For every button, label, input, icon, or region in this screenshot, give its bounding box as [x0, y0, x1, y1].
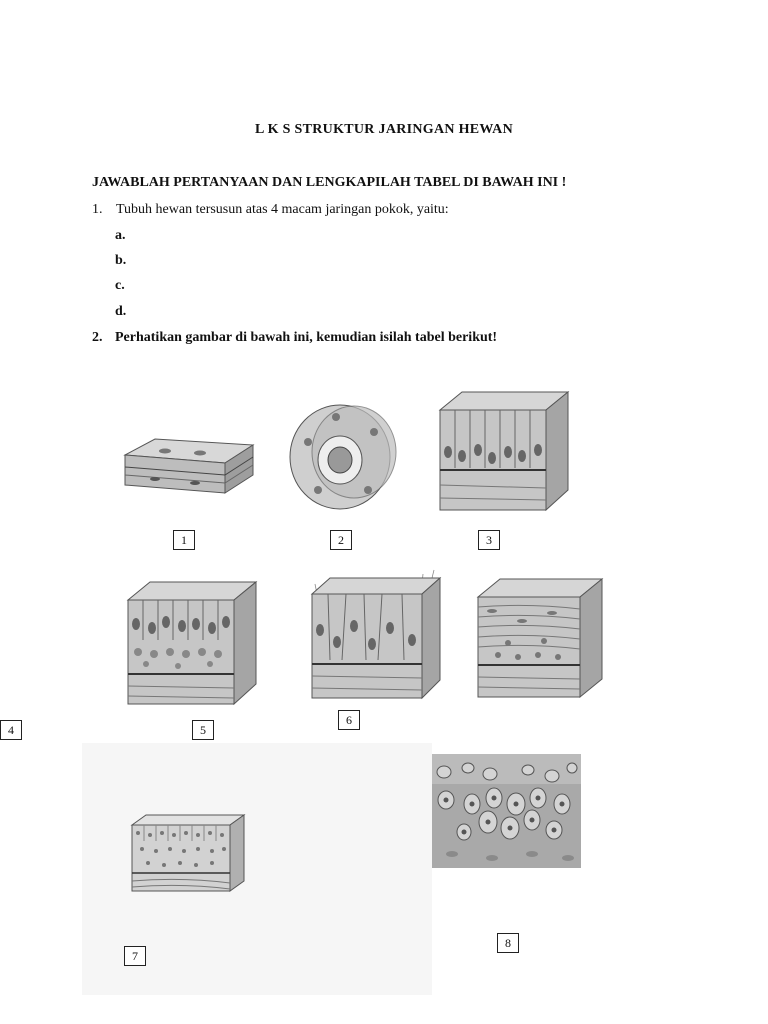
- figure-4-stratified-columnar: [128, 580, 256, 706]
- figure-8-micrograph: [432, 754, 581, 868]
- option-d: d.: [115, 304, 127, 319]
- figure-label-7: 7: [124, 946, 146, 966]
- figure-2-cuboidal-tube: [288, 402, 406, 512]
- question-1: [92, 202, 449, 218]
- question-1-number: 1.: [92, 202, 103, 217]
- option-b: b.: [115, 253, 127, 268]
- question-2-text: Perhatikan gambar di bawah ini, kemudian isilah tabel berikut!: [115, 330, 498, 345]
- figure-7-transitional-tissue: [132, 813, 244, 893]
- worksheet-title: L K S STRUKTUR JARINGAN HEWAN: [254, 122, 514, 137]
- figure-label-4: 4: [0, 720, 22, 740]
- figure-5-pseudostratified-ciliated: [312, 572, 440, 700]
- question-1-text: Tubuh hewan tersusun atas 4 macam jaringan pokok, yaitu:: [116, 202, 449, 217]
- figure-6-stratified-squamous: [478, 575, 602, 699]
- figure-label-8: 8: [497, 933, 519, 953]
- figure-label-3: 3: [478, 530, 500, 550]
- figure-label-1: 1: [173, 530, 195, 550]
- figure-label-2: 2: [330, 530, 352, 550]
- option-a: a.: [115, 228, 126, 243]
- instruction-heading: JAWABLAH PERTANYAAN DAN LENGKAPILAH TABEL DI BAWAH INI !: [92, 175, 567, 190]
- figure-3-columnar-tissue: [440, 390, 568, 512]
- figure-label-6: 6: [338, 710, 360, 730]
- question-2: [92, 330, 497, 346]
- figure-1-squamous-tissue: [125, 437, 253, 497]
- figure-label-5: 5: [192, 720, 214, 740]
- option-c: c.: [115, 278, 125, 293]
- question-2-number: 2.: [92, 330, 103, 345]
